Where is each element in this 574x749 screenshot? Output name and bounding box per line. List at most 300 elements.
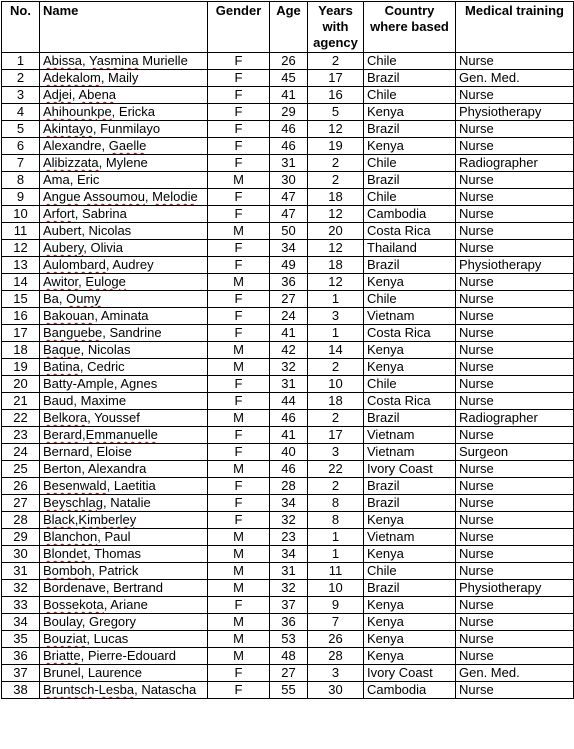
table-row <box>2 495 574 512</box>
table-row <box>2 257 574 274</box>
cell-country: Kenya <box>364 104 456 121</box>
cell-country: Vietnam <box>364 308 456 325</box>
cell-medical: Nurse <box>456 274 574 291</box>
cell-country: Brazil <box>364 121 456 138</box>
cell-medical: Nurse <box>456 87 574 104</box>
cell-age: 37 <box>270 597 308 614</box>
cell-no: 29 <box>2 529 40 546</box>
cell-medical: Nurse <box>456 512 574 529</box>
cell-years: 12 <box>308 206 364 223</box>
cell-name: Blondet, Thomas <box>40 546 208 563</box>
cell-age: 36 <box>270 274 308 291</box>
table-row <box>2 597 574 614</box>
cell-country: Chile <box>364 563 456 580</box>
table-row <box>2 87 574 104</box>
table-row <box>2 291 574 308</box>
table-row <box>2 376 574 393</box>
cell-gender: F <box>208 444 270 461</box>
cell-name: Alibizzata, Mylene <box>40 155 208 172</box>
cell-name: Baque, Nicolas <box>40 342 208 359</box>
cell-country: Chile <box>364 291 456 308</box>
table-row <box>2 172 574 189</box>
cell-gender: F <box>208 325 270 342</box>
cell-country: Brazil <box>364 172 456 189</box>
table-row <box>2 648 574 665</box>
cell-country: Chile <box>364 53 456 70</box>
cell-years: 2 <box>308 410 364 427</box>
cell-medical: Nurse <box>456 648 574 665</box>
cell-name: Adekalom, Maily <box>40 70 208 87</box>
cell-age: 26 <box>270 53 308 70</box>
header-name: Name <box>40 2 208 53</box>
cell-country: Ivory Coast <box>364 461 456 478</box>
cell-country: Vietnam <box>364 427 456 444</box>
cell-country: Brazil <box>364 70 456 87</box>
cell-medical: Gen. Med. <box>456 70 574 87</box>
cell-name: Beyschlag, Natalie <box>40 495 208 512</box>
cell-no: 7 <box>2 155 40 172</box>
cell-medical: Surgeon <box>456 444 574 461</box>
cell-gender: M <box>208 410 270 427</box>
cell-age: 41 <box>270 87 308 104</box>
cell-years: 2 <box>308 359 364 376</box>
cell-age: 31 <box>270 155 308 172</box>
cell-no: 1 <box>2 53 40 70</box>
cell-medical: Nurse <box>456 631 574 648</box>
table-row <box>2 138 574 155</box>
cell-name: Batina, Cedric <box>40 359 208 376</box>
cell-country: Kenya <box>364 597 456 614</box>
cell-no: 28 <box>2 512 40 529</box>
cell-no: 35 <box>2 631 40 648</box>
cell-no: 10 <box>2 206 40 223</box>
table-row <box>2 410 574 427</box>
cell-age: 47 <box>270 206 308 223</box>
cell-years: 16 <box>308 87 364 104</box>
cell-country: Vietnam <box>364 444 456 461</box>
table-row <box>2 223 574 240</box>
cell-medical: Nurse <box>456 291 574 308</box>
cell-years: 1 <box>308 325 364 342</box>
cell-gender: F <box>208 495 270 512</box>
cell-years: 11 <box>308 563 364 580</box>
cell-no: 31 <box>2 563 40 580</box>
header-gender: Gender <box>208 2 270 53</box>
cell-no: 2 <box>2 70 40 87</box>
cell-country: Brazil <box>364 495 456 512</box>
cell-country: Kenya <box>364 614 456 631</box>
cell-no: 18 <box>2 342 40 359</box>
table-row <box>2 478 574 495</box>
cell-country: Chile <box>364 155 456 172</box>
cell-age: 27 <box>270 665 308 682</box>
cell-years: 12 <box>308 121 364 138</box>
cell-years: 14 <box>308 342 364 359</box>
cell-name: Aulombard, Audrey <box>40 257 208 274</box>
cell-age: 34 <box>270 546 308 563</box>
table-row <box>2 121 574 138</box>
cell-no: 33 <box>2 597 40 614</box>
cell-gender: M <box>208 342 270 359</box>
cell-no: 6 <box>2 138 40 155</box>
cell-gender: F <box>208 104 270 121</box>
cell-name: Angue Assoumou, Melodie <box>40 189 208 206</box>
cell-country: Kenya <box>364 631 456 648</box>
cell-no: 15 <box>2 291 40 308</box>
cell-medical: Nurse <box>456 121 574 138</box>
cell-years: 18 <box>308 189 364 206</box>
table-row <box>2 240 574 257</box>
cell-years: 18 <box>308 393 364 410</box>
cell-medical: Nurse <box>456 563 574 580</box>
cell-medical: Nurse <box>456 682 574 699</box>
cell-no: 11 <box>2 223 40 240</box>
cell-country: Chile <box>364 376 456 393</box>
cell-gender: F <box>208 240 270 257</box>
table-row <box>2 546 574 563</box>
cell-medical: Nurse <box>456 461 574 478</box>
table-row <box>2 427 574 444</box>
cell-name: Bossekota, Ariane <box>40 597 208 614</box>
cell-gender: M <box>208 172 270 189</box>
cell-age: 34 <box>270 495 308 512</box>
cell-medical: Nurse <box>456 240 574 257</box>
cell-years: 10 <box>308 580 364 597</box>
cell-medical: Nurse <box>456 359 574 376</box>
cell-country: Brazil <box>364 478 456 495</box>
cell-name: Belkora, Youssef <box>40 410 208 427</box>
cell-name: Boulay, Gregory <box>40 614 208 631</box>
table-row <box>2 70 574 87</box>
cell-years: 26 <box>308 631 364 648</box>
cell-country: Brazil <box>364 580 456 597</box>
header-no: No. <box>2 2 40 53</box>
cell-gender: F <box>208 70 270 87</box>
cell-name: Bruntsch-Lesba, Natascha <box>40 682 208 699</box>
cell-country: Ivory Coast <box>364 665 456 682</box>
cell-years: 2 <box>308 172 364 189</box>
staff-table <box>1 1 574 699</box>
cell-age: 44 <box>270 393 308 410</box>
cell-medical: Nurse <box>456 308 574 325</box>
cell-age: 28 <box>270 478 308 495</box>
cell-years: 9 <box>308 597 364 614</box>
cell-age: 31 <box>270 376 308 393</box>
table-row <box>2 563 574 580</box>
cell-age: 49 <box>270 257 308 274</box>
cell-country: Vietnam <box>364 529 456 546</box>
cell-no: 16 <box>2 308 40 325</box>
cell-gender: F <box>208 291 270 308</box>
cell-age: 53 <box>270 631 308 648</box>
table-row <box>2 529 574 546</box>
cell-no: 14 <box>2 274 40 291</box>
cell-name: Blanchon, Paul <box>40 529 208 546</box>
cell-country: Kenya <box>364 138 456 155</box>
cell-name: Arfort, Sabrina <box>40 206 208 223</box>
cell-no: 36 <box>2 648 40 665</box>
cell-years: 2 <box>308 155 364 172</box>
cell-medical: Radiographer <box>456 410 574 427</box>
cell-no: 20 <box>2 376 40 393</box>
cell-name: Baud, Maxime <box>40 393 208 410</box>
cell-name: Berard,Emmanuelle <box>40 427 208 444</box>
cell-no: 32 <box>2 580 40 597</box>
table-row <box>2 325 574 342</box>
table-row <box>2 189 574 206</box>
cell-country: Brazil <box>364 257 456 274</box>
header-medical: Medical training <box>456 2 574 53</box>
cell-country: Chile <box>364 189 456 206</box>
cell-years: 1 <box>308 529 364 546</box>
cell-years: 17 <box>308 427 364 444</box>
cell-name: Briatte, Pierre-Edouard <box>40 648 208 665</box>
cell-name: Bouziat, Lucas <box>40 631 208 648</box>
table-row <box>2 614 574 631</box>
table-row <box>2 155 574 172</box>
cell-gender: M <box>208 614 270 631</box>
cell-age: 23 <box>270 529 308 546</box>
table-row <box>2 631 574 648</box>
cell-gender: F <box>208 257 270 274</box>
cell-name: Bernard, Eloise <box>40 444 208 461</box>
cell-gender: F <box>208 512 270 529</box>
cell-no: 30 <box>2 546 40 563</box>
cell-country: Kenya <box>364 342 456 359</box>
cell-gender: F <box>208 665 270 682</box>
cell-age: 55 <box>270 682 308 699</box>
cell-gender: M <box>208 359 270 376</box>
cell-medical: Nurse <box>456 495 574 512</box>
cell-no: 34 <box>2 614 40 631</box>
cell-country: Cambodia <box>364 682 456 699</box>
cell-gender: F <box>208 87 270 104</box>
cell-no: 37 <box>2 665 40 682</box>
cell-name: Alexandre, Gaelle <box>40 138 208 155</box>
cell-years: 2 <box>308 478 364 495</box>
cell-years: 3 <box>308 444 364 461</box>
cell-age: 34 <box>270 240 308 257</box>
cell-gender: F <box>208 155 270 172</box>
cell-years: 5 <box>308 104 364 121</box>
cell-no: 38 <box>2 682 40 699</box>
table-row <box>2 512 574 529</box>
header-row <box>2 2 574 53</box>
cell-gender: F <box>208 478 270 495</box>
table-row <box>2 342 574 359</box>
cell-gender: F <box>208 597 270 614</box>
cell-name: Berton, Alexandra <box>40 461 208 478</box>
cell-gender: M <box>208 546 270 563</box>
cell-gender: F <box>208 121 270 138</box>
cell-age: 36 <box>270 614 308 631</box>
cell-no: 21 <box>2 393 40 410</box>
cell-age: 46 <box>270 461 308 478</box>
cell-age: 32 <box>270 512 308 529</box>
cell-gender: F <box>208 206 270 223</box>
cell-name: Ahihounkpe, Ericka <box>40 104 208 121</box>
cell-name: Banguebe, Sandrine <box>40 325 208 342</box>
cell-medical: Nurse <box>456 546 574 563</box>
cell-name: Bakouan, Aminata <box>40 308 208 325</box>
header-country: Country where based <box>364 2 456 53</box>
cell-medical: Physiotherapy <box>456 580 574 597</box>
cell-medical: Nurse <box>456 223 574 240</box>
cell-gender: M <box>208 580 270 597</box>
cell-age: 50 <box>270 223 308 240</box>
cell-age: 46 <box>270 138 308 155</box>
cell-country: Kenya <box>364 546 456 563</box>
table-row <box>2 461 574 478</box>
cell-name: Besenwald, Laetitia <box>40 478 208 495</box>
cell-no: 27 <box>2 495 40 512</box>
cell-medical: Gen. Med. <box>456 665 574 682</box>
cell-age: 32 <box>270 359 308 376</box>
cell-gender: F <box>208 427 270 444</box>
cell-years: 12 <box>308 274 364 291</box>
cell-years: 3 <box>308 665 364 682</box>
cell-medical: Radiographer <box>456 155 574 172</box>
cell-years: 1 <box>308 291 364 308</box>
cell-gender: F <box>208 189 270 206</box>
cell-gender: M <box>208 631 270 648</box>
cell-years: 17 <box>308 70 364 87</box>
cell-name: Abissa, Yasmina Murielle <box>40 53 208 70</box>
cell-no: 25 <box>2 461 40 478</box>
cell-gender: F <box>208 53 270 70</box>
cell-no: 13 <box>2 257 40 274</box>
cell-age: 46 <box>270 410 308 427</box>
cell-no: 9 <box>2 189 40 206</box>
cell-name: Bomboh, Patrick <box>40 563 208 580</box>
cell-country: Costa Rica <box>364 393 456 410</box>
cell-no: 17 <box>2 325 40 342</box>
cell-no: 23 <box>2 427 40 444</box>
cell-medical: Nurse <box>456 427 574 444</box>
cell-no: 19 <box>2 359 40 376</box>
cell-name: Aubert, Nicolas <box>40 223 208 240</box>
table-row <box>2 206 574 223</box>
cell-gender: M <box>208 223 270 240</box>
cell-age: 32 <box>270 580 308 597</box>
cell-no: 8 <box>2 172 40 189</box>
cell-age: 40 <box>270 444 308 461</box>
cell-gender: F <box>208 308 270 325</box>
cell-country: Chile <box>364 87 456 104</box>
cell-country: Cambodia <box>364 206 456 223</box>
cell-no: 5 <box>2 121 40 138</box>
cell-medical: Nurse <box>456 172 574 189</box>
cell-medical: Nurse <box>456 53 574 70</box>
table-row <box>2 274 574 291</box>
cell-age: 41 <box>270 427 308 444</box>
cell-no: 24 <box>2 444 40 461</box>
cell-gender: F <box>208 682 270 699</box>
cell-country: Costa Rica <box>364 325 456 342</box>
header-age: Age <box>270 2 308 53</box>
cell-age: 24 <box>270 308 308 325</box>
cell-medical: Physiotherapy <box>456 257 574 274</box>
cell-age: 30 <box>270 172 308 189</box>
cell-country: Kenya <box>364 648 456 665</box>
cell-name: Black,Kimberley <box>40 512 208 529</box>
cell-name: Batty-Ample, Agnes <box>40 376 208 393</box>
cell-years: 22 <box>308 461 364 478</box>
cell-country: Thailand <box>364 240 456 257</box>
cell-age: 47 <box>270 189 308 206</box>
cell-medical: Nurse <box>456 206 574 223</box>
cell-medical: Nurse <box>456 478 574 495</box>
cell-name: Adjei, Abena <box>40 87 208 104</box>
cell-gender: M <box>208 563 270 580</box>
cell-name: Akintayo, Funmilayo <box>40 121 208 138</box>
cell-years: 18 <box>308 257 364 274</box>
cell-years: 19 <box>308 138 364 155</box>
cell-medical: Nurse <box>456 189 574 206</box>
cell-gender: M <box>208 274 270 291</box>
cell-no: 22 <box>2 410 40 427</box>
cell-years: 30 <box>308 682 364 699</box>
cell-name: Awitor, Euloge <box>40 274 208 291</box>
cell-medical: Physiotherapy <box>456 104 574 121</box>
cell-medical: Nurse <box>456 529 574 546</box>
cell-medical: Nurse <box>456 393 574 410</box>
cell-country: Kenya <box>364 274 456 291</box>
cell-medical: Nurse <box>456 342 574 359</box>
cell-country: Costa Rica <box>364 223 456 240</box>
cell-no: 3 <box>2 87 40 104</box>
cell-years: 2 <box>308 53 364 70</box>
cell-gender: F <box>208 376 270 393</box>
header-years: Years with agency <box>308 2 364 53</box>
cell-name: Bordenave, Bertrand <box>40 580 208 597</box>
cell-gender: F <box>208 138 270 155</box>
cell-age: 45 <box>270 70 308 87</box>
cell-gender: F <box>208 393 270 410</box>
cell-gender: M <box>208 648 270 665</box>
cell-name: Ama, Eric <box>40 172 208 189</box>
table-row <box>2 580 574 597</box>
cell-years: 28 <box>308 648 364 665</box>
cell-age: 31 <box>270 563 308 580</box>
table-row <box>2 53 574 70</box>
cell-country: Kenya <box>364 512 456 529</box>
table-row <box>2 308 574 325</box>
cell-medical: Nurse <box>456 614 574 631</box>
table-row <box>2 359 574 376</box>
table-row <box>2 393 574 410</box>
cell-no: 4 <box>2 104 40 121</box>
table-row <box>2 665 574 682</box>
cell-years: 20 <box>308 223 364 240</box>
cell-gender: M <box>208 529 270 546</box>
cell-name: Aubery, Olivia <box>40 240 208 257</box>
cell-years: 3 <box>308 308 364 325</box>
cell-years: 7 <box>308 614 364 631</box>
cell-age: 42 <box>270 342 308 359</box>
cell-age: 48 <box>270 648 308 665</box>
cell-medical: Nurse <box>456 597 574 614</box>
cell-medical: Nurse <box>456 325 574 342</box>
cell-years: 10 <box>308 376 364 393</box>
cell-medical: Nurse <box>456 138 574 155</box>
cell-years: 8 <box>308 512 364 529</box>
cell-name: Brunel, Laurence <box>40 665 208 682</box>
cell-country: Brazil <box>364 410 456 427</box>
cell-age: 29 <box>270 104 308 121</box>
cell-age: 27 <box>270 291 308 308</box>
cell-years: 12 <box>308 240 364 257</box>
